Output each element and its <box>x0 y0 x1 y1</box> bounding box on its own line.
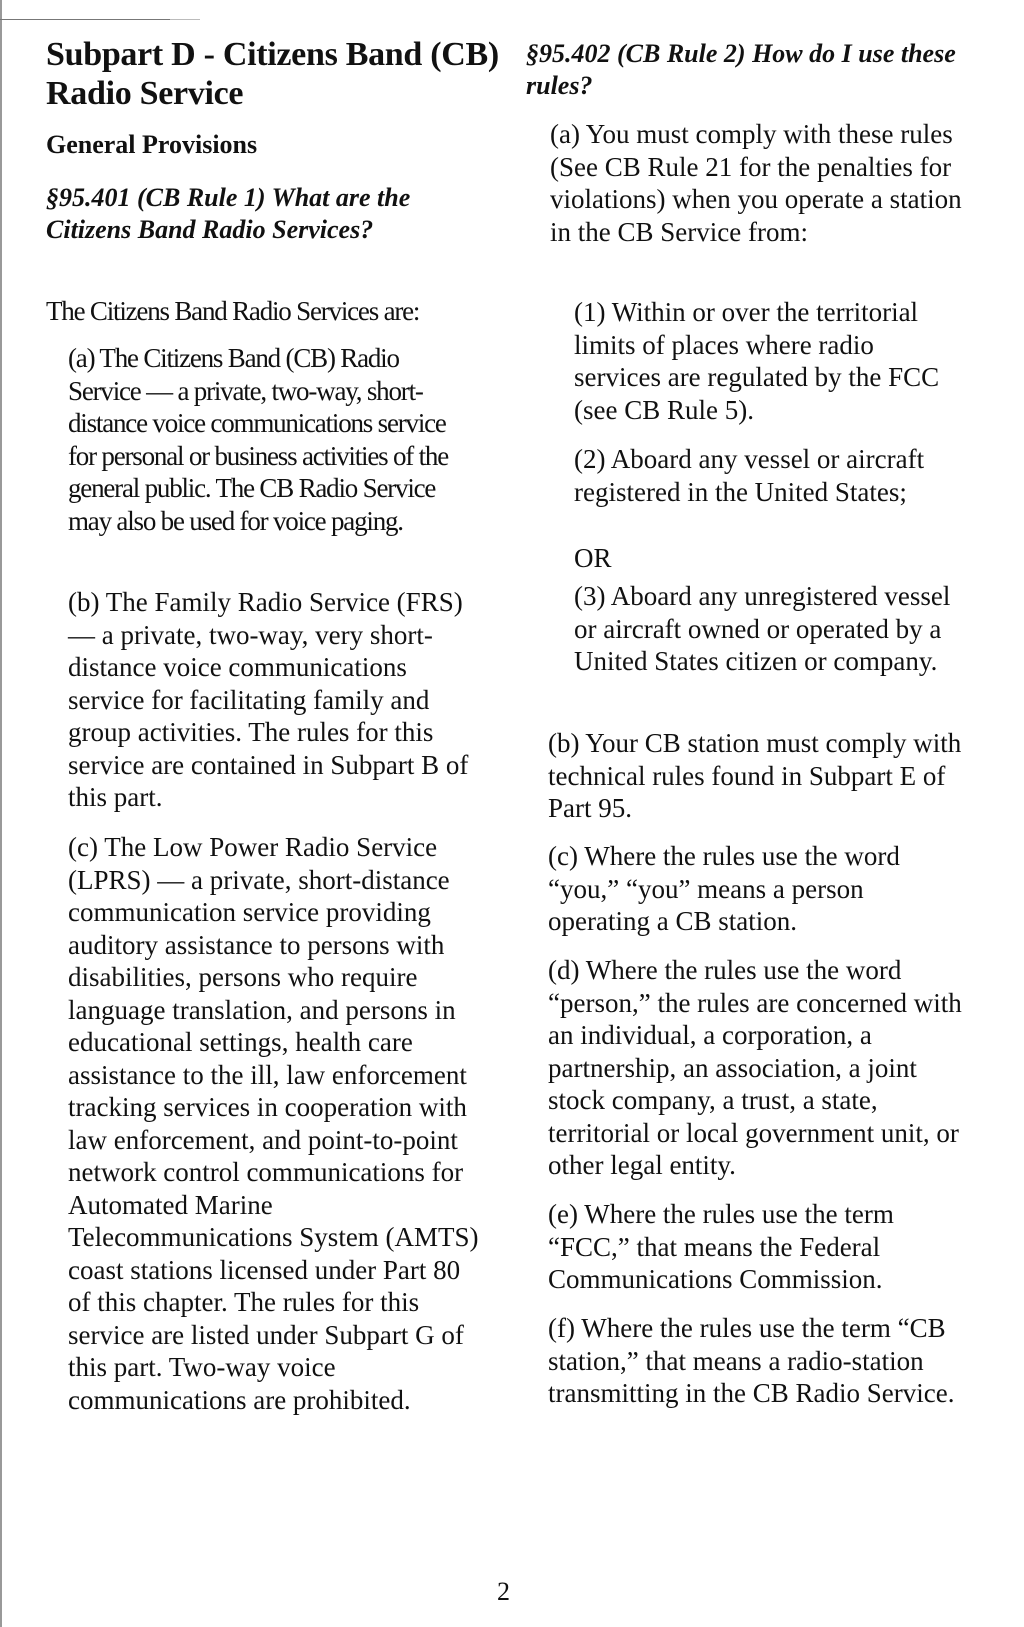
top-rule <box>0 19 170 20</box>
item-e-fcc: (e) Where the rules use the term “FCC,” that means the Federal Communications Commission. <box>548 1199 894 1294</box>
item-a-comply: (a) You must comply with these rules (See CB Rule 21 for the penalties for violations) when you operate a station in the CB Service from: <box>550 119 962 247</box>
item-a1-territorial: (1) Within or over the territorial limits of places where radio services are regulated by the FCC (see CB Rule 5). <box>574 297 940 425</box>
page-number: 2 <box>497 1577 510 1606</box>
item-d-person: (d) Where the rules use the word “person,” the rules are concerned with an individual, a corporation, a partnership, an association, a joint stock company, a trust, a state, territorial or local government unit, or other legal entity. <box>548 955 962 1180</box>
item-f-cb-station: (f) Where the rules use the term “CB station,” that means a radio-station transmitting in the CB Radio Service. <box>548 1313 955 1408</box>
item-a2-vessel: (2) Aboard any vessel or aircraft registered in the United States; <box>574 444 925 507</box>
item-c-you: (c) Where the rules use the word “you,” “you” means a person operating a CB station. <box>548 841 900 936</box>
item-c-lprs: (c) The Low Power Radio Service (LPRS) — a private, short-distance communication service providing auditory assistance to persons with disabilities, persons who require language translation, and persons in educational settings, health care assistance to the ill, law enforcement tracking services in cooperation with law enforcement, and point-to-point network control communications for Automated Marine Telecommunications System (AMTS) coast stations licensed under Part 80 of this chapter. The rules for this service are listed under Subpart G of this part. Two-way voice communications are prohibited. <box>68 832 479 1415</box>
item-b-frs: (b) The Family Radio Service (FRS) — a private, two-way, very short-distance voice communications service for facilitating family and group activities. The rules for this service are contained in Subpart B of this part. <box>68 587 469 812</box>
top-rule-faint <box>170 19 200 20</box>
page-spine-edge <box>0 0 2 1627</box>
subpart-title: Subpart D - Citizens Band (CB) Radio Service <box>46 36 499 112</box>
item-a3-unregistered: (3) Aboard any unregistered vessel or aircraft owned or operated by a United States citizen or company. <box>574 581 951 676</box>
rule-title-95-402: §95.402 (CB Rule 2) How do I use these rules? <box>526 39 956 100</box>
rule-title-95-401: §95.401 (CB Rule 1) What are the Citizens Band Radio Services? <box>46 183 411 244</box>
or-label: OR <box>574 543 612 573</box>
intro-paragraph: The Citizens Band Radio Services are: <box>46 296 420 326</box>
item-a-cb-service: (a) The Citizens Band (CB) Radio Service — a private, two-way, short-distance voice communications service for personal or business activities of the general public. The CB Radio Service may also be used for voice paging. <box>68 343 448 536</box>
item-b-technical: (b) Your CB station must comply with technical rules found in Subpart E of Part 95. <box>548 728 962 823</box>
section-heading: General Provisions <box>46 130 258 159</box>
